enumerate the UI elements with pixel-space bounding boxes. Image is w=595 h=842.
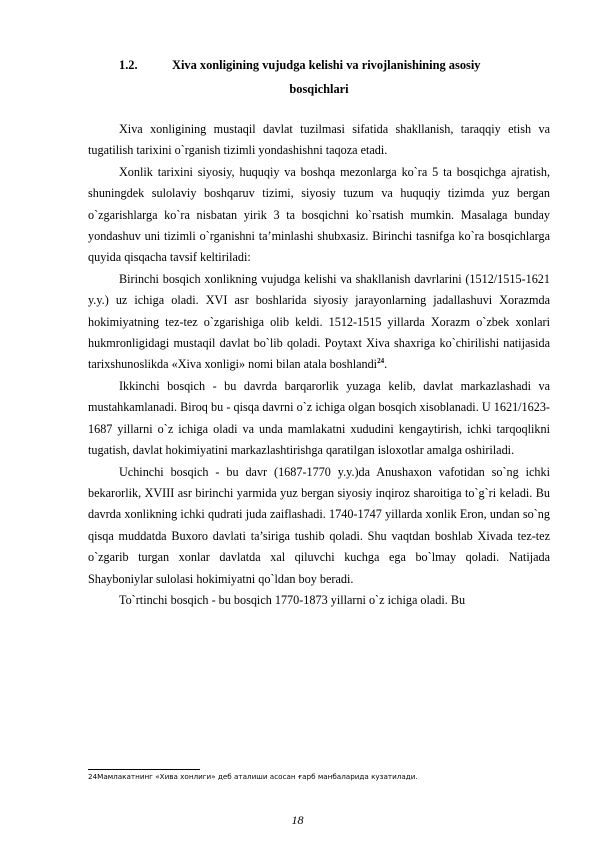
- paragraph-third-stage: Uchinchi bosqich - bu davr (1687-1770 y.y.)da Anushaxon vafotidan so`ng ichki bekarorlik, XVIII asr birinchi yarmida yuz bergan siyosiy inqiroz sharoitiga to`g`ri keladi. Bu davrda xonlikning ichki qudrati juda zaiflashadi. 1740-1747 yillarda xonlik Eron, undan so`ng qisqa muddatda Buxoro davlati ta’siriga tushib qoladi. Shu vaqtdan boshlab Xivada tez-tez o`zgarib turgan xonlar davlatda xal qiluvchi kuchga ega bo`lmay qoladi. Natijada Shayboniylar sulolasi hokimiyatni qo`ldan boy beradi.: [88, 464, 550, 586]
- paragraph-intro: Xiva xonligining mustaqil davlat tuzilmasi sifatida shakllanish, taraqqiy etish va tugatilish tarixini o`rganish tizimli yondashishni taqoza etadi.: [88, 122, 550, 158]
- page-number: 18: [291, 813, 304, 827]
- paragraph-periodization: Xonlik tarixini siyosiy, huquqiy va boshqa mezonlarga ko`ra 5 ta bosqichga ajratish, shuningdek sulolaviy boshqaruv tizimi, siyosiy tuzum va huquqiy tizimda yuz bergan o`zgarishlarga ko`ra nisbatan yirik 3 ta bosqichni ko`rsatish mumkin. Masalaga bunday yondashuv uni tizimli o`rganishni ta’minlashi shubxasiz. Birinchi tasnifga ko`ra bosqichlarga quyida qisqacha tavsif keltiriladi:: [88, 164, 550, 265]
- footnote-divider: [88, 769, 200, 770]
- section-title-line-2: bosqichlari: [289, 82, 349, 96]
- footnote: [88, 772, 550, 782]
- paragraph-fourth-stage: To`rtinchi bosqich - bu bosqich 1770-1873 yillarni o`z ichiga oladi. Bu: [119, 592, 466, 607]
- footnote-number: 24: [88, 772, 98, 781]
- paragraph-first-stage-end: .: [384, 357, 388, 372]
- paragraph-first-stage-text: Birinchi bosqich xonlikning vujudga kelishi va shakllanish davrlarini (1512/1515-1621 y.y.) uz ichiga oladi. XVI asr boshlarida siyosiy jarayonlarning jadallashuvi Xorazmda hokimiyatning tez-tez o`zgarishiga olib keldi. 1512-1515 yillarda Xorazm o`zbek xonlari hukmronligidagi mustaqil davlat bo`lib qoladi. Poytaxt Xiva shaxriga ko`chirilishi natijasida tarixshunoslikda «Xiva xonligi» nomi bilan atala boshlandi: [88, 271, 550, 372]
- footnote-text: Мамлакатнинг «Хива хонлиги» деб аталиши асосан ғарб манбаларида кузатилади.: [97, 772, 418, 781]
- paragraph-first-stage: [88, 269, 550, 376]
- body-text: [88, 119, 550, 611]
- paragraph-second-stage: Ikkinchi bosqich - bu davrda barqarorlik yuzaga kelib, davlat markazlashadi va mustahkamlanadi. Biroq bu - qisqa davrni o`z ichiga olgan bosqich xisoblanadi. U 1621/1623-1687 yillarni o`z ichiga oladi va unda mamlakatni xududini kengaytirish, ichki tarqoqlikni tugatish, davlat hokimiyatini markazlashtirishga qaratilgan isloxotlar amalga oshiriladi.: [88, 378, 550, 458]
- footnote-reference[interactable]: 24: [377, 357, 385, 366]
- section-number: 1.2.: [119, 58, 138, 72]
- section-title-line-1: Xiva xonligining vujudga kelishi va rivojlanishining asosiy: [172, 58, 481, 72]
